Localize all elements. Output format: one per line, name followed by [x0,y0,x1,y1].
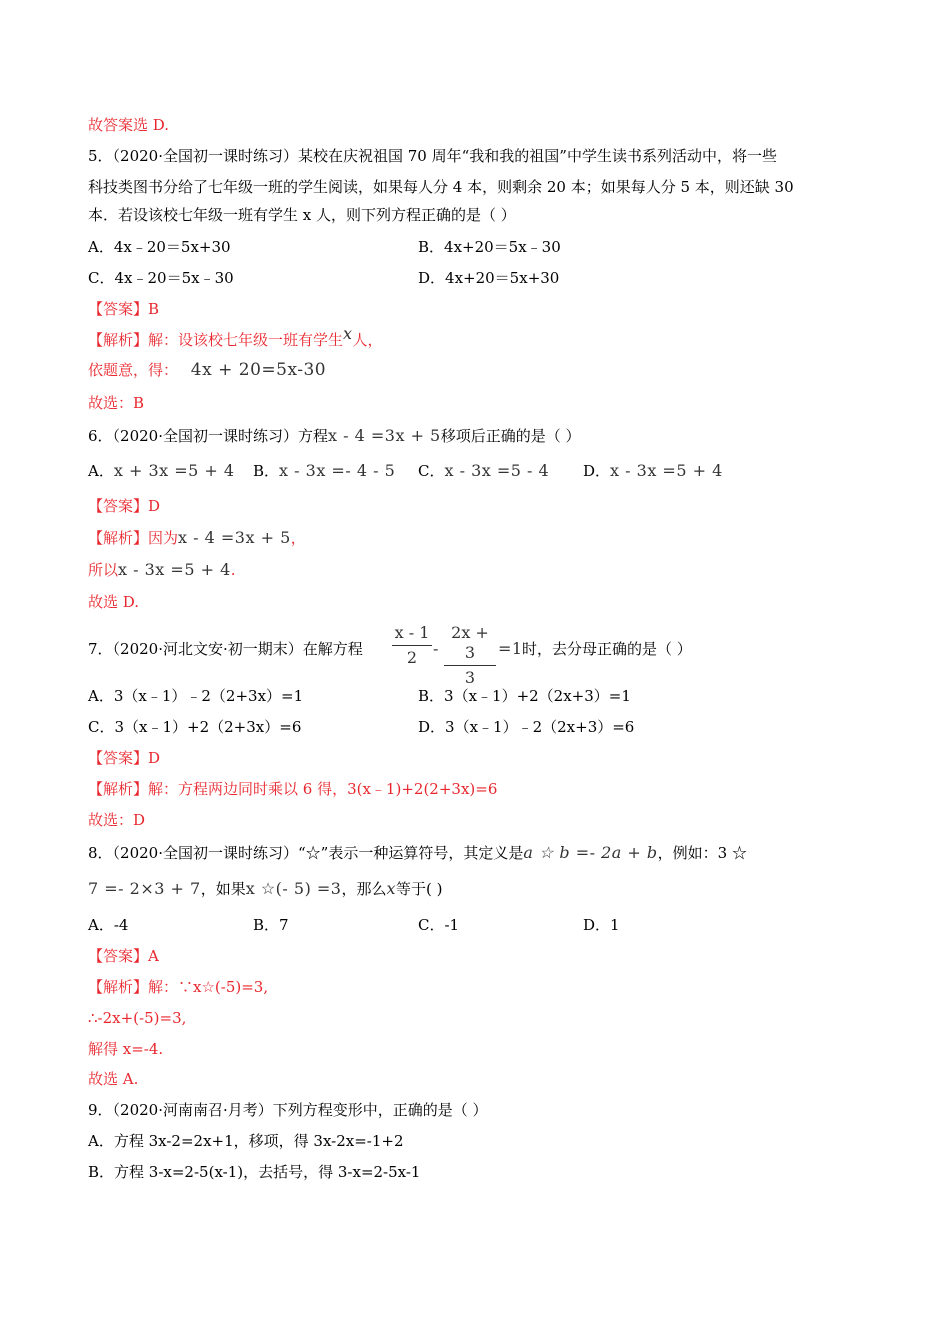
q5-stem-line3: 本．若设该校七年级一班有学生 x 人，则下列方程正确的是（ ） [88,206,516,224]
q6-stem-equation: x - 4 =3x + 5 [328,426,441,445]
q5-analysis-suffix: 人， [352,331,383,349]
q6-conclusion: 故选 D. [88,593,140,611]
q8-definition: a ☆ b =- 2a + b [523,843,658,862]
q8-step3: 解得 x=-4. [88,1040,164,1058]
q6-option-a-math: x + 3x =5 + 4 [113,461,235,480]
q6-option-c [418,461,549,481]
q7-conclusion: 故选：D [88,811,146,829]
q7-answer: 【答案】D [88,749,161,767]
q5-option-d: D．4x+20＝5x+30 [418,269,560,287]
q7-minus: - [433,639,439,658]
q5-by-condition [88,360,326,380]
q8-stem-line2 [88,879,443,899]
q7-option-c: C．3（x﹣1）+2（2+3x）=6 [88,718,302,736]
q6-option-c-label: C． [418,462,445,480]
q8-stem-line1 [88,843,747,863]
q8-stem-suffix: ，例如：3 ☆ [657,844,747,862]
q6-analysis-suffix: ， [290,529,306,547]
q5-answer: 【答案】B [88,300,160,318]
q6-stem [88,426,581,446]
q9-option-a: A．方程 3x-2=2x+1，移项，得 3x-2x=-1+2 [88,1132,404,1150]
q7-stem-prefix: 7．（2020·河北文安·初一期末）在解方程 [88,640,363,658]
q8-option-c: C．-1 [418,916,460,934]
q6-option-a [88,461,235,481]
q5-conclusion: 故选：B [88,394,145,412]
q5-option-a: A．4x﹣20＝5x+30 [88,238,231,256]
q7-fraction-1 [392,623,432,668]
q7-fraction-2 [444,623,496,688]
q6-option-b-math: x - 3x =- 4 - 5 [279,461,396,480]
q7-rhs: =1 [498,639,523,658]
q8-conclusion: 故选 A. [88,1070,139,1088]
q6-option-b [253,461,395,481]
q8-variable: x [386,879,397,898]
q8-option-a: A．-4 [88,916,129,934]
q5-analysis [88,324,383,350]
q8-condition: x ☆(- 5) =3 [245,879,342,898]
q7-option-d: D．3（x﹣1）﹣2（2x+3）=6 [418,718,635,736]
q8-stem-mid: ，如果 [200,880,246,898]
q8-example-eq: 7 =- 2×3 + 7 [88,879,201,898]
q5-stem-line2: 科技类图书分给了七年级一班的学生阅读，如果每人分 4 本，则剩余 20 本；如果每人分 5 本，则还缺 30 [88,178,794,196]
q6-analysis-eq: x - 4 =3x + 5 [178,528,291,547]
q8-option-d: D．1 [583,916,620,934]
q8-stem-prefix: 8．（2020·全国初一课时练习）“☆”表示一种运算符号，其定义是 [88,844,524,862]
q6-so-eq: x - 3x =5 + 4 [118,560,231,579]
q7-frac2-bar [444,665,496,666]
q7-frac2-denominator: 3 [464,668,476,687]
q8-stem-end: 等于( ) [396,880,443,898]
q5-analysis-var: x [343,324,353,343]
q6-option-a-label: A． [88,462,114,480]
q7-frac1-bar [392,645,432,646]
q5-equation: 4x + 20=5x-30 [190,360,327,380]
q8-stem-then: ，那么 [341,880,387,898]
q6-stem-suffix: 移项后正确的是（ ） [440,427,581,445]
q7-frac2-numerator: 2x + 3 [451,623,489,662]
q5-by-label: 依题意，得： [88,361,179,379]
q5-option-c: C．4x﹣20＝5x﹣30 [88,269,234,287]
q6-analysis [88,528,306,548]
q6-option-d-label: D． [583,462,611,480]
q9-stem: 9．（2020·河南南召·月考）下列方程变形中，正确的是（ ） [88,1101,488,1119]
q6-option-d [583,461,723,481]
q8-analysis: 【解析】解：∵x☆(-5)=3, [88,978,269,996]
q6-stem-prefix: 6．（2020·全国初一课时练习）方程 [88,427,328,445]
q6-option-b-label: B． [253,462,280,480]
prev-conclusion: 故答案选 D. [88,116,170,134]
q7-frac1-denominator: 2 [406,648,418,667]
q5-option-b: B．4x+20＝5x﹣30 [418,238,561,256]
q5-stem-line1: 5．（2020·全国初一课时练习）某校在庆祝祖国 70 周年“我和我的祖国”中学生读书系列活动中，将一些 [88,147,777,165]
q6-answer: 【答案】D [88,497,161,515]
q7-option-b: B．3（x﹣1）+2（2x+3）=1 [418,687,631,705]
q6-analysis-prefix: 【解析】因为 [88,529,179,547]
q7-option-a: A．3（x﹣1）﹣2（2+3x）=1 [88,687,304,705]
q5-analysis-prefix: 【解析】解：设该校七年级一班有学生 [88,331,344,349]
q6-so-suffix: . [230,561,236,579]
q6-so [88,560,236,580]
q6-option-c-math: x - 3x =5 - 4 [444,461,550,480]
q9-option-b: B．方程 3-x=2-5(x-1)，去括号，得 3-x=2-5x-1 [88,1163,421,1181]
q6-option-d-math: x - 3x =5 + 4 [610,461,723,480]
q7-stem-suffix: 时，去分母正确的是（ ） [522,640,692,658]
q8-answer: 【答案】A [88,947,159,965]
q8-step2: ∴-2x+(-5)=3, [88,1009,187,1027]
q6-so-prefix: 所以 [88,561,119,579]
q8-option-b: B．7 [253,916,289,934]
q7-frac1-numerator: x - 1 [394,623,430,642]
q7-analysis: 【解析】解：方程两边同时乘以 6 得，3(x﹣1)+2(2+3x)=6 [88,780,498,798]
